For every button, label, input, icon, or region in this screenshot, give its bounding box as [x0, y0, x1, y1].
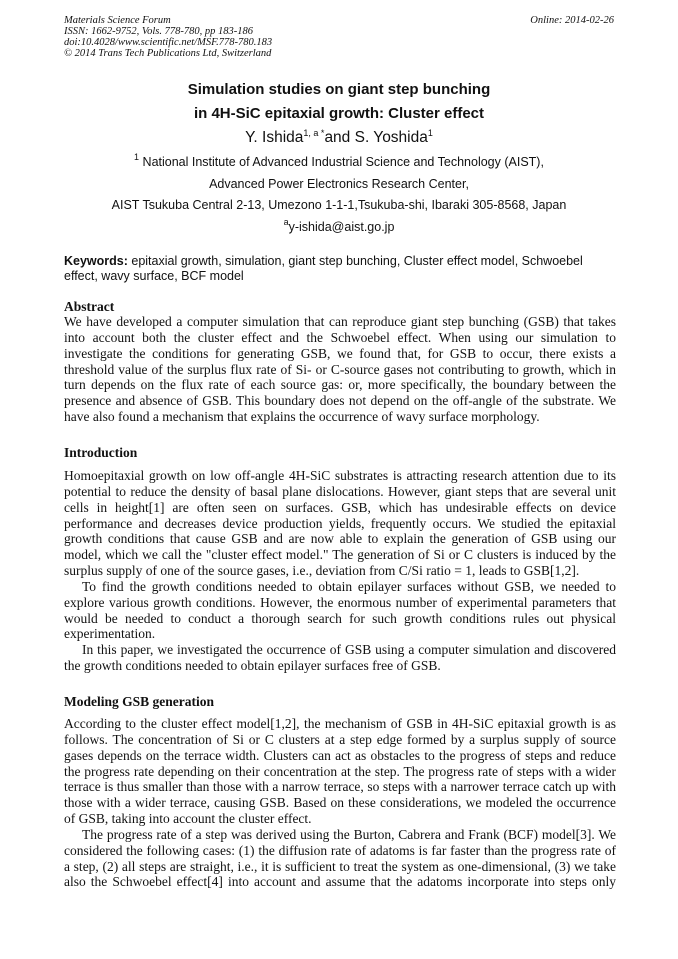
text-line: model, which we call the "cluster effect model." The generation of Si or C clusters is induced by the [64, 547, 616, 563]
affiliation-name: National Institute of Advanced Industrial Science and Technology (AIST), [139, 155, 544, 169]
text-line: In this paper, we investigated the occurrence of GSB using a computer simulation and discovered [82, 642, 616, 658]
keywords-label: Keywords: [64, 254, 128, 268]
affiliation-line-3: AIST Tsukuba Central 2-13, Umezono 1-1-1,Tsukuba-shi, Ibaraki 305-8568, Japan [111, 198, 567, 212]
email [0, 217, 678, 234]
text-line: potential to reduce the density of basal plane dislocations. However, giant steps that are several unit [64, 483, 616, 499]
keywords [64, 254, 616, 284]
text-line: also the Schwoebel effect[4] into account and assume that the adatoms incorporate into steps only [64, 874, 616, 890]
text-line: We have developed a computer simulation that can reproduce giant step bunching (GSB) that takes [64, 314, 616, 329]
text-line: into account both the cluster effect and the Schwoebel effect. When using our simulation to [64, 329, 616, 345]
text-line: experimentation. [64, 626, 156, 642]
issn: ISSN: 1662-9752, Vols. 778-780, pp 183-186 [64, 26, 253, 37]
journal-name: Materials Science Forum [64, 15, 171, 26]
text-line: the growth conditions needed to obtain epilayer surfaces free of GSB. [64, 658, 441, 674]
text-line: terrace is thus smaller than those with a narrow terrace, so steps with a narrower terrace catch up with [64, 779, 616, 795]
text-line: cells in height[1] are often seen on surfaces. GSB, which has undesirable effects on device [64, 499, 616, 515]
keywords-text: epitaxial growth, simulation, giant step bunching, Cluster effect model, Schwoebel effect, wavy surface, BCF model [64, 254, 583, 283]
doi-link[interactable]: doi:10.4028/www.scientific.net/MSF.778-780.183 [64, 37, 273, 48]
text-line: surplus supply of one of the source gases, i.e., deviation from C/Si ratio = 1, leads to GSB[1,2]. [64, 563, 580, 579]
section-heading: Introduction [64, 445, 138, 460]
text-line: According to the cluster effect model[1,2], the mechanism of GSB in 4H-SiC epitaxial growth is as [64, 716, 616, 731]
section-body [64, 468, 616, 674]
section-body [64, 716, 616, 890]
email-marker: a [283, 217, 289, 227]
text-line: turn depends on the flux rate of each source gas: or, more specifically, the boundary between the [64, 377, 616, 393]
text-line: threshold value of the surplus flux rate of Si- or C-source gases not contributing to growth, which in [64, 361, 616, 377]
text-line: have also found a mechanism that explains the occurrence of wavy surface morphology. [64, 409, 540, 425]
online-date: Online: 2014-02-26 [530, 15, 614, 26]
affiliation-line-2: Advanced Power Electronics Research Center, [209, 177, 469, 191]
paper-title-line-2: in 4H-SiC epitaxial growth: Cluster effect [193, 105, 485, 122]
section-heading: Abstract [64, 299, 115, 314]
text-line: presence and absence of GSB. This boundary does not depend on the off-angle of the substrate. We [64, 393, 616, 409]
text-line: those with a wider terrace, causing GSB. Based on these considerations, we modeled the occurrence [64, 795, 616, 811]
affiliation-marker: 1 [134, 152, 140, 162]
author-2: and S. Yoshida [324, 129, 428, 146]
text-line: explore various growth conditions. However, the enormous number of experimental parameters that [64, 594, 616, 610]
paper-title-line-1: Simulation studies on giant step bunching [187, 81, 491, 98]
text-line: To find the growth conditions needed to obtain epilayer surfaces without GSB, we needed to [82, 578, 616, 594]
text-line: a step, (2) all steps are straight, i.e., it is sufficient to treat the system as one-dimensional, (3) we take [64, 858, 616, 874]
text-line: considered the following cases: (1) the diffusion rate of adatoms is far faster than the progress rate of [64, 842, 616, 858]
text-line: gases depends on the terrace width. Clusters can act as obstacles to the progress of steps and reduce [64, 747, 616, 763]
text-line: The progress rate of a step was derived using the Burton, Cabrera and Frank (BCF) model[3]. We [82, 826, 616, 842]
author-1-affiliation: 1, a * [303, 128, 325, 138]
section-body [64, 314, 616, 425]
text-line: of GSB, taking into account the cluster effect. [64, 811, 312, 827]
affiliation-line-1 [0, 152, 678, 169]
email-address[interactable]: y-ishida@aist.go.jp [288, 220, 395, 234]
text-line: investigate the conditions for generating GSB, we found that, for GSB to occur, there exists a [64, 345, 616, 361]
text-line: would be needed to conduct a thorough search for such growth conditions rules out physical [64, 610, 616, 626]
author-2-affiliation: 1 [427, 128, 433, 138]
author-1: Y. Ishida [245, 129, 304, 146]
text-line: follows. The concentration of Si or C clusters at a step edge formed by a surplus supply of source [64, 731, 616, 747]
text-line: growth conditions that cause GSB and are now able to explain the generation of GSB using our [64, 531, 616, 547]
copyright: © 2014 Trans Tech Publications Ltd, Switzerland [64, 48, 272, 59]
text-line: performance and decreases device production yields, frequently occurs. We studied the epitaxial [64, 515, 616, 531]
section-heading: Modeling GSB generation [64, 694, 215, 709]
text-line: Homoepitaxial growth on low off-angle 4H-SiC substrates is attracting research attention due to its [64, 468, 616, 483]
authors [0, 129, 678, 147]
text-line: the progress rate depending on their concentration at the step. The progress rate of steps with a wider [64, 763, 616, 779]
